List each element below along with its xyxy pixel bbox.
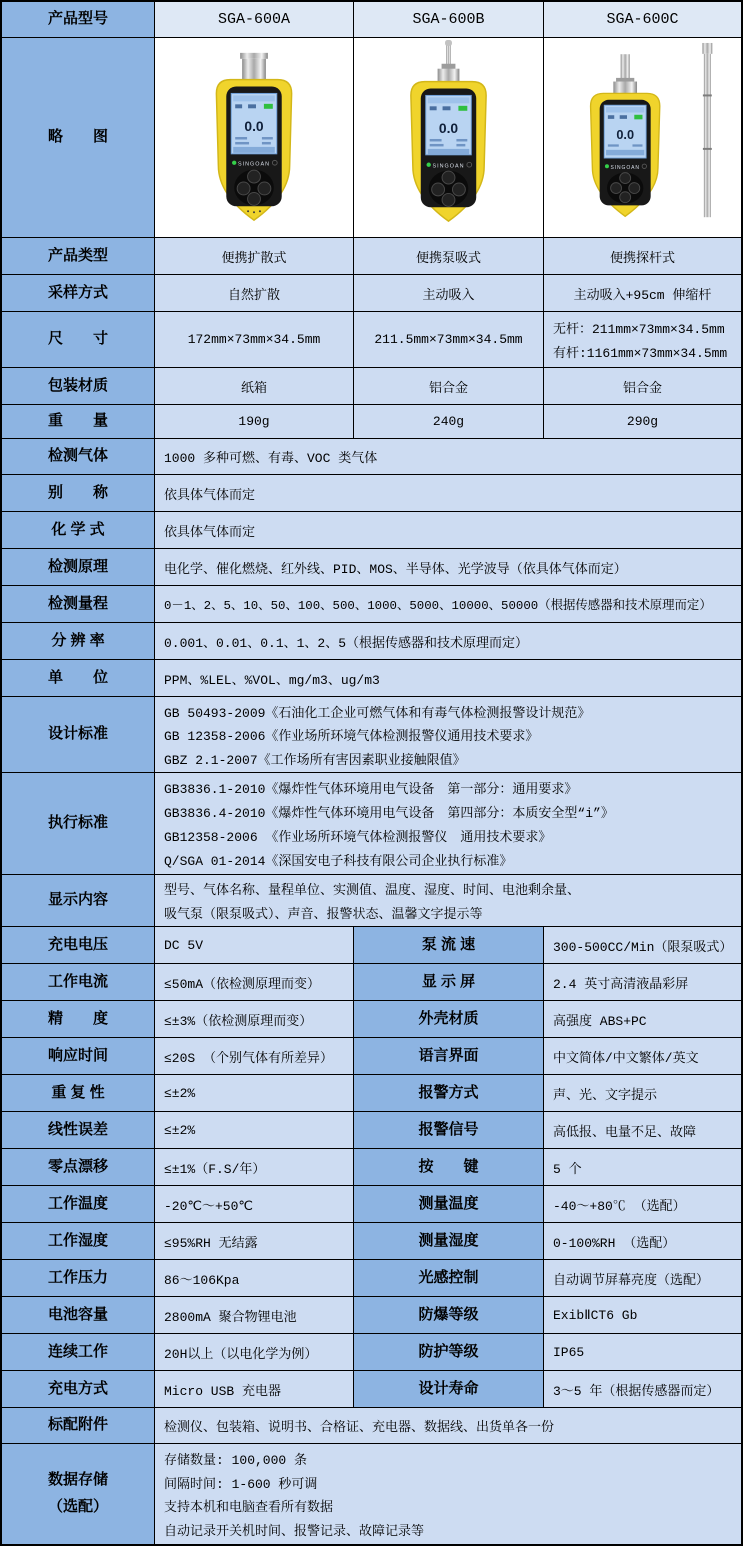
label-alarm-mode: 报警方式 [354,1075,544,1112]
row-sketch [2,38,741,238]
label-weight: 重 量 [2,405,155,439]
cell-light-control: 自动调节屏幕亮度（选配） [544,1260,741,1297]
row-detection-principle [2,549,741,586]
status-led-icon [605,164,609,168]
brand-logo: SINGOAN [610,164,640,171]
cell-design-standard [155,697,741,773]
cell-working-pressure: 86～106Kpa [155,1260,354,1297]
screen-reading: 0.0 [616,126,635,142]
cell-alarm-mode: 声、光、文字提示 [544,1075,741,1112]
label-detection-range: 检测量程 [2,586,155,623]
data-storage-label-line2: （选配） [47,1498,108,1515]
row-product-type [2,238,741,275]
row-linearity-error-alarm-signal [2,1112,741,1149]
row-working-current-display-screen [2,964,741,1001]
label-design-standard: 设计标准 [2,697,155,773]
cell-packaging-b: 铝合金 [354,368,544,405]
label-detection-gas: 检测气体 [2,439,155,475]
row-detection-range [2,586,741,623]
device-photo-sga-600c [544,38,741,238]
cell-sampling-a: 自然扩散 [155,275,354,312]
cell-display-screen: 2.4 英寸高清液晶彩屏 [544,964,741,1001]
cell-alarm-signal: 高低报、电量不足、故障 [544,1112,741,1149]
row-detection-gas [2,439,741,475]
dimensions-c-with-rod: 有杆:1161mm×73mm×34.5mm [553,346,728,362]
cell-detection-gas: 1000 多种可燃、有毒、VOC 类气体 [155,439,741,475]
label-alarm-signal: 报警信号 [354,1112,544,1149]
cell-resolution: 0.001、0.01、0.1、1、2、5（根据传感器和技术原理而定） [155,623,741,660]
label-explosion-proof-grade: 防爆等级 [354,1297,544,1334]
label-execution-standard: 执行标准 [2,773,155,875]
design-standard-line: GB 50493-2009《石油化工企业可燃气体和有毒气体检测报警设计规范》 [164,705,591,721]
cell-data-storage [155,1444,741,1544]
row-repeatability-alarm-mode [2,1075,741,1112]
cell-explosion-proof-grade: ExibⅡCT6 Gb [544,1297,741,1334]
row-working-humidity-measure-humidity [2,1223,741,1260]
label-alias: 别 称 [2,475,155,512]
cell-keys: 5 个 [544,1149,741,1186]
status-led-icon [232,160,236,164]
cell-repeatability: ≤±2% [155,1075,354,1112]
label-response-time: 响应时间 [2,1038,155,1075]
label-measure-temperature: 测量温度 [354,1186,544,1223]
row-chemical-formula [2,512,741,549]
cell-sampling-c: 主动吸入+95cm 伸缩杆 [544,275,741,312]
probe-rod-icon [446,42,451,64]
label-working-current: 工作电流 [2,964,155,1001]
cell-product-type-c: 便携探杆式 [544,238,741,275]
label-light-control: 光感控制 [354,1260,544,1297]
label-resolution: 分 辨 率 [2,623,155,660]
row-charge-method-design-life [2,1371,741,1408]
label-protection-grade: 防护等级 [354,1334,544,1371]
label-working-humidity: 工作湿度 [2,1223,155,1260]
gas-detector-diffusion-illustration [156,39,353,237]
row-dimensions [2,312,741,368]
cell-measure-humidity: 0-100%RH （选配） [544,1223,741,1260]
cell-linearity-error: ≤±2% [155,1112,354,1149]
cell-dimensions-b: 211.5mm×73mm×34.5mm [354,312,544,368]
row-weight [2,405,741,439]
cell-product-type-b: 便携泵吸式 [354,238,544,275]
design-standard-line: GB 12358-2006《作业场所环境气体检测报警仪通用技术要求》 [164,729,539,744]
cell-battery-capacity: 2800mA 聚合物锂电池 [155,1297,354,1334]
label-packaging: 包装材质 [2,368,155,405]
cell-weight-a: 190g [155,405,354,439]
cell-working-temperature: -20℃～+50℃ [155,1186,354,1223]
cell-continuous-work: 20H以上（以电化学为例） [155,1334,354,1371]
label-battery-capacity: 电池容量 [2,1297,155,1334]
screen-reading: 0.0 [438,119,459,136]
execution-standard-line: GB12358-2006 《作业场所环境气体检测报警仪 通用技术要求》 [164,830,552,845]
cell-pump-flow: 300-500CC/Min（限泵吸式） [544,927,741,964]
cell-chemical-formula: 依具体气体而定 [155,512,741,549]
label-product-model: 产品型号 [2,2,155,38]
row-working-pressure-light-control [2,1260,741,1297]
execution-standard-line: Q/SGA 01-2014《深国安电子科技有限公司企业执行标准》 [164,854,513,869]
cell-shell-material: 高强度 ABS+PC [544,1001,741,1038]
cell-product-type-a: 便携扩散式 [155,238,354,275]
battery-icon [634,114,642,119]
label-data-storage [2,1444,155,1544]
label-linearity-error: 线性误差 [2,1112,155,1149]
label-chemical-formula: 化 学 式 [2,512,155,549]
header-model-sga-600a: SGA-600A [155,2,354,38]
label-language-ui: 语言界面 [354,1038,544,1075]
row-working-temp-measure-temp [2,1186,741,1223]
row-packaging [2,368,741,405]
row-standard-accessories [2,1408,741,1444]
design-standard-line: GBZ 2.1-2007《工作场所有害因素职业接触限值》 [164,752,466,768]
label-unit: 单 位 [2,660,155,697]
label-continuous-work: 连续工作 [2,1334,155,1371]
label-zero-drift: 零点漂移 [2,1149,155,1186]
label-product-type: 产品类型 [2,238,155,275]
cell-response-time: ≤20S （个别气体有所差异） [155,1038,354,1075]
row-sampling-method [2,275,741,312]
cell-packaging-c: 铝合金 [544,368,741,405]
data-storage-line: 存储数量: 100,000 条 [164,1452,308,1468]
cell-dimensions-a: 172mm×73mm×34.5mm [155,312,354,368]
row-charge-voltage-pump-flow [2,927,741,964]
data-storage-label-line1: 数据存储 [47,1471,108,1489]
row-unit [2,660,741,697]
gas-detector-pump-illustration [354,39,543,237]
data-storage-line: 支持本机和电脑查看所有数据 [164,1500,334,1516]
label-display-content: 显示内容 [2,875,155,927]
data-storage-line: 自动记录开关机时间、报警记录、故障记录等 [164,1524,425,1540]
sensor-cap-icon [240,52,268,58]
cell-sampling-b: 主动吸入 [354,275,544,312]
label-design-life: 设计寿命 [354,1371,544,1408]
status-led-icon [427,162,431,166]
brand-logo: SINGOAN [432,163,465,170]
cell-unit: PPM、%LEL、%VOL、mg/m3、ug/m3 [155,660,741,697]
label-charge-method: 充电方式 [2,1371,155,1408]
display-content-line: 吸气泵（限泵吸式）、声音、报警状态、温馨文字提示等 [164,906,483,922]
row-data-storage [2,1444,741,1544]
battery-icon [458,105,467,110]
label-dimensions: 尺 寸 [2,312,155,368]
cell-design-life: 3～5 年（根据传感器而定） [544,1371,741,1408]
row-accuracy-shell-material [2,1001,741,1038]
label-sketch: 略 图 [2,38,155,238]
row-design-standard [2,697,741,773]
row-zero-drift-keys [2,1149,741,1186]
header-model-sga-600c: SGA-600C [544,2,741,38]
row-continuous-work-protection-grade [2,1334,741,1371]
label-keys: 按 键 [354,1149,544,1186]
header-model-sga-600b: SGA-600B [354,2,544,38]
label-detection-principle: 检测原理 [2,549,155,586]
row-display-content [2,875,741,927]
cell-accuracy: ≤±3%（依检测原理而变） [155,1001,354,1038]
cell-detection-range: 0－1、2、5、10、50、100、500、1000、5000、10000、50000（根据传感器和技术原理而定） [155,586,741,623]
cell-packaging-a: 纸箱 [155,368,354,405]
cell-language-ui: 中文简体/中文繁体/英文 [544,1038,741,1075]
execution-standard-line: GB3836.4-2010《爆炸性气体环境用电气设备 第四部分：本质安全型“i”》 [164,806,614,821]
label-standard-accessories: 标配附件 [2,1408,155,1444]
label-working-temperature: 工作温度 [2,1186,155,1223]
cell-alias: 依具体气体而定 [155,475,741,512]
cell-working-humidity: ≤95%RH 无结露 [155,1223,354,1260]
row-product-model [2,2,741,38]
battery-icon [263,103,272,108]
cell-weight-b: 240g [354,405,544,439]
device-photo-sga-600b [354,38,544,238]
label-accuracy: 精 度 [2,1001,155,1038]
label-repeatability: 重 复 性 [2,1075,155,1112]
device-photo-sga-600a [155,38,354,238]
cell-zero-drift: ≤±1%（F.S/年） [155,1149,354,1186]
cell-standard-accessories: 检测仪、包装箱、说明书、合格证、充电器、数据线、出货单各一份 [155,1408,741,1444]
label-shell-material: 外壳材质 [354,1001,544,1038]
row-response-time-language [2,1038,741,1075]
screen-reading: 0.0 [243,117,264,134]
cell-detection-principle: 电化学、催化燃烧、红外线、PID、MOS、半导体、光学波导（依具体气体而定） [155,549,741,586]
label-pump-flow: 泵 流 速 [354,927,544,964]
gas-detector-probe-rod-illustration [544,39,741,237]
label-display-screen: 显 示 屏 [354,964,544,1001]
cell-working-current: ≤50mA（依检测原理而变） [155,964,354,1001]
label-measure-humidity: 测量湿度 [354,1223,544,1260]
row-execution-standard [2,773,741,875]
cell-charge-voltage: DC 5V [155,927,354,964]
cell-execution-standard [155,773,741,875]
cell-protection-grade: IP65 [544,1334,741,1371]
row-alias [2,475,741,512]
telescopic-rod-icon [702,42,712,216]
execution-standard-line: GB3836.1-2010《爆炸性气体环境用电气设备 第一部分：通用要求》 [164,782,578,797]
cell-display-content [155,875,741,927]
row-resolution [2,623,741,660]
cell-measure-temperature: -40～+80℃ （选配） [544,1186,741,1223]
cell-dimensions-c [544,312,741,368]
cell-charge-method: Micro USB 充电器 [155,1371,354,1408]
label-working-pressure: 工作压力 [2,1260,155,1297]
brand-logo: SINGOAN [237,161,270,168]
row-battery-capacity-explosion-proof [2,1297,741,1334]
cell-weight-c: 290g [544,405,741,439]
label-sampling-method: 采样方式 [2,275,155,312]
label-charge-voltage: 充电电压 [2,927,155,964]
dimensions-c-no-rod: 无杆：211mm×73mm×34.5mm [553,321,725,337]
display-content-line: 型号、气体名称、量程单位、实测值、温度、湿度、时间、电池剩余量、 [164,883,581,899]
data-storage-line: 间隔时间: 1-600 秒可调 [164,1476,318,1492]
